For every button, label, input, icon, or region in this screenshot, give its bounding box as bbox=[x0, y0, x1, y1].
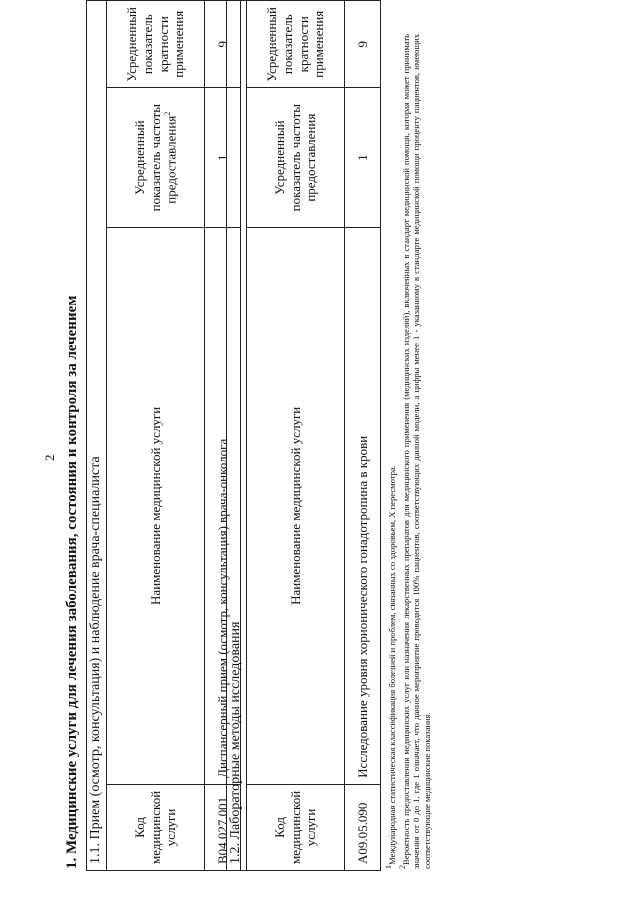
table-title: 1.1. Прием (осмотр, консультация) и наблюдение врача-специалиста bbox=[87, 1, 107, 871]
table-title: 1.2. Лабораторные методы исследования bbox=[227, 1, 247, 871]
table-laboratory bbox=[226, 0, 381, 871]
service-name: Исследование уровня хорионического гонадотропина в крови bbox=[345, 227, 381, 784]
multiplicity-value: 9 bbox=[345, 1, 381, 88]
frequency-value: 1 bbox=[345, 88, 381, 227]
header-name: Наименование медицинской услуги bbox=[247, 227, 345, 784]
footnote-2: $^2$Вероятность предоставления медицинских услуг или назначения лекарственных препаратов для медицинского применения (медицинских изделий), включенных в стандарт медицинской помощи, которая может принимать значения от 0 до 1, где 1 означает, что данное мероприятие проводится 100% пациентов, соответствующих данной модели, а цифры менее 1 - указанному в стандарте медицинской помощи проценту пациентов, имеющих соответствующие медицинские показания. bbox=[397, 34, 432, 869]
header-code: Код медицинской услуги bbox=[247, 784, 345, 870]
section-heading: 1. Медицинские услуги для лечения заболевания, состояния и контроля за лечением bbox=[64, 295, 80, 869]
header-frequency: Усредненный показатель частоты предоставления$^2$ bbox=[107, 88, 205, 227]
header-multiplicity: Усредненный показатель кратности применения bbox=[247, 1, 345, 88]
service-name: Диспансерный прием (осмотр, консультация) врача-онколога bbox=[205, 227, 241, 784]
header-code: Код медицинской услуги bbox=[107, 784, 205, 870]
footnotes bbox=[384, 34, 433, 869]
multiplicity-value: 9 bbox=[205, 1, 241, 89]
service-code: B04.027.001 bbox=[205, 784, 241, 870]
frequency-value: 1 bbox=[205, 88, 241, 227]
header-multiplicity: Усредненный показатель кратности применения bbox=[107, 1, 205, 89]
footnote-1: $^1$Международная статистическая классификация болезней и проблем, связанных со здоровьем, X пересмотра. bbox=[384, 465, 397, 869]
header-name: Наименование медицинской услуги bbox=[107, 227, 205, 784]
table-consultation bbox=[86, 0, 241, 871]
table-row bbox=[345, 1, 381, 871]
header-frequency: Усредненный показатель частоты предоставления bbox=[247, 88, 345, 227]
page-number: 2 bbox=[42, 454, 57, 461]
service-code: A09.05.090 bbox=[345, 784, 381, 870]
